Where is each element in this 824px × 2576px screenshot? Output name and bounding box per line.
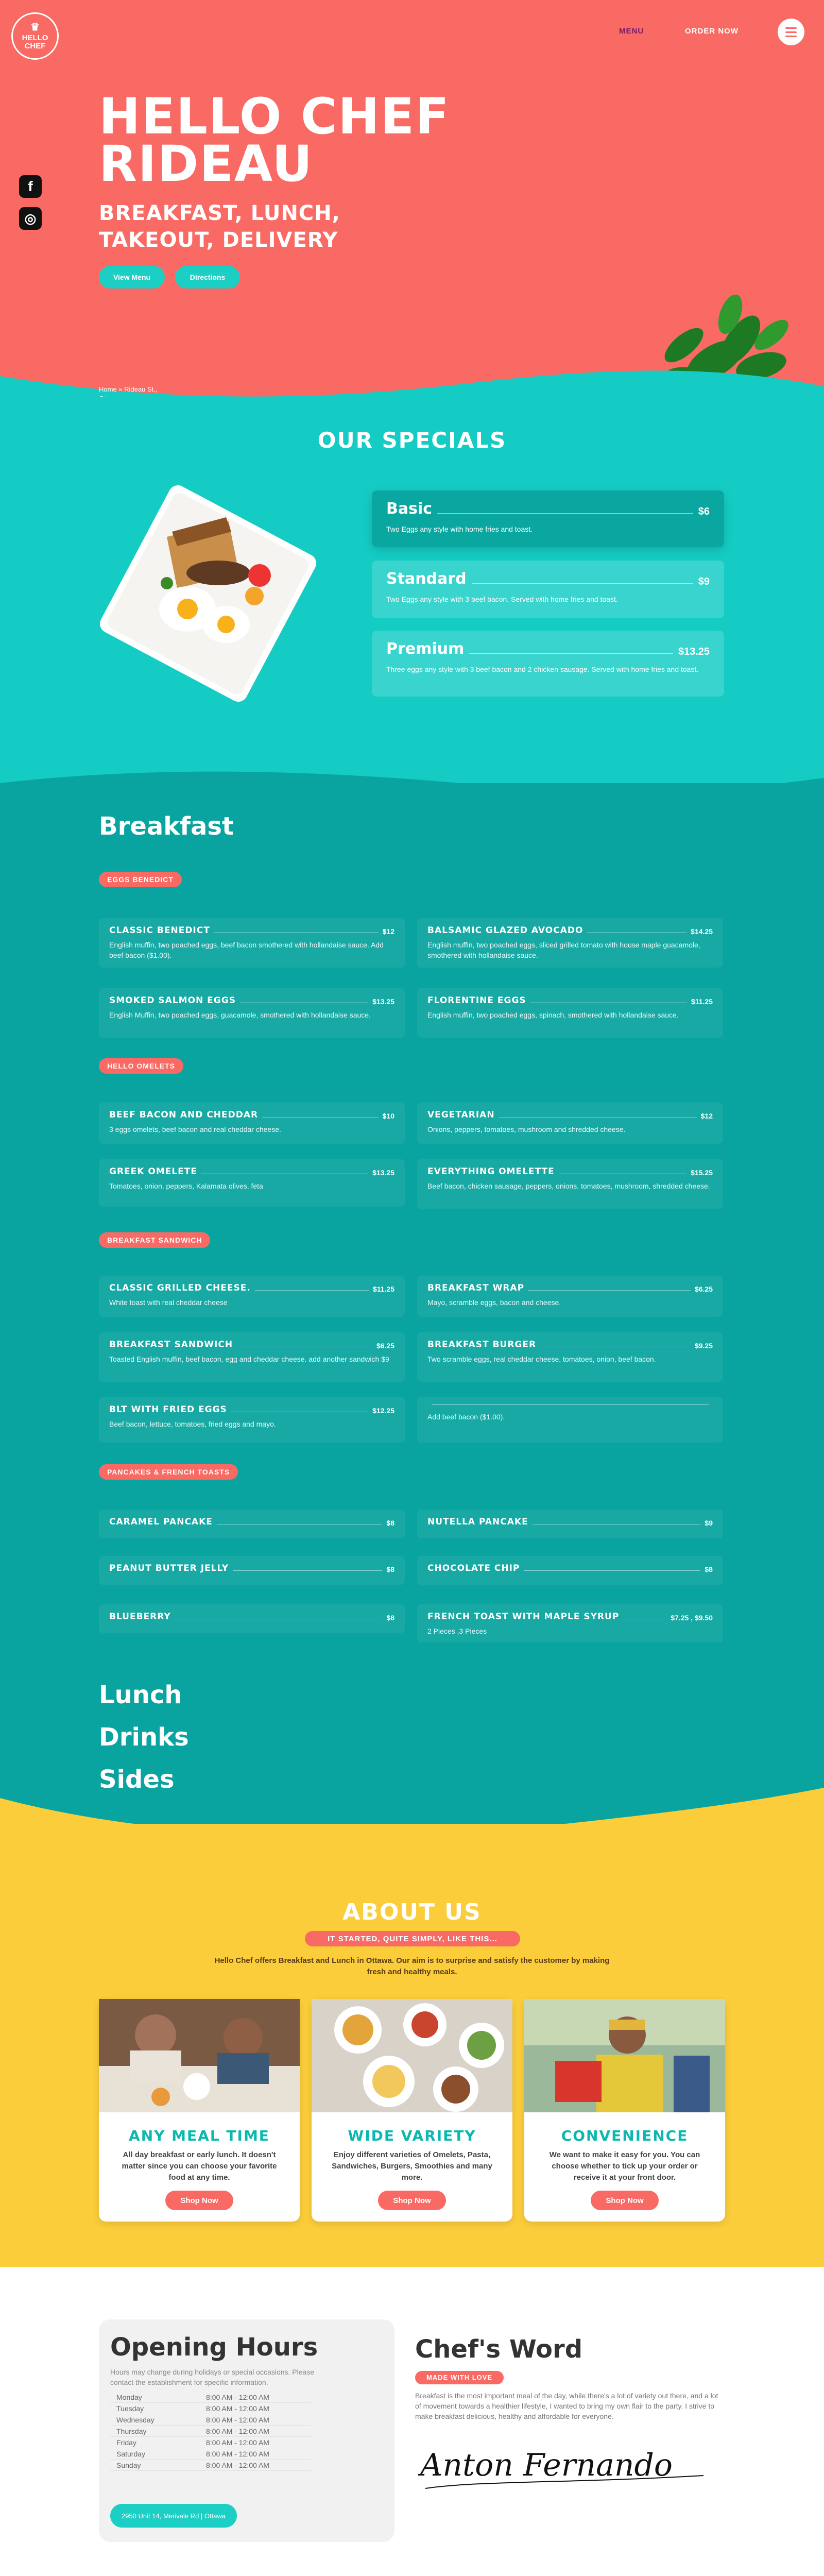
card-title: WIDE VARIETY: [348, 2127, 476, 2144]
item-description: 2 Pieces ,3 Pieces: [427, 1627, 487, 1635]
item-price: $7.25 , $9.50: [671, 1614, 713, 1622]
item-name: GREEK OMELETE: [109, 1166, 197, 1177]
hours-day: Thursday: [116, 2427, 147, 2435]
special-price: $6: [698, 506, 710, 517]
chefs-word: [415, 2335, 724, 2501]
hamburger-line: [785, 27, 797, 29]
item-name: BLT WITH FRIED EGGS: [109, 1404, 227, 1415]
item-name: CARAMEL PANCAKE: [109, 1517, 213, 1527]
hours-time: 8:00 AM - 12:00 AM: [206, 2461, 269, 2469]
hours-row: [110, 2448, 311, 2460]
special-card-standard[interactable]: [372, 561, 724, 618]
signature-text: Anton Fernando: [420, 2447, 673, 2483]
logo-text-top: HELLO: [22, 33, 48, 42]
item-description: Mayo, scramble eggs, bacon and cheese.: [427, 1298, 561, 1307]
item-description: Beef bacon, chicken sausage, peppers, onions, tomatoes, mushroom, shredded cheese.: [427, 1182, 710, 1190]
chef-hat-icon: ♛: [30, 21, 40, 33]
item-name: BREAKFAST SANDWICH: [109, 1340, 233, 1350]
shop-now-button[interactable]: Shop Now: [165, 2191, 233, 2210]
special-description: Three eggs any style with 3 beef bacon and 2 chicken sausage. Served with home fries and toast.: [386, 665, 699, 673]
item-price: $12: [382, 927, 394, 936]
hours-time: 8:00 AM - 12:00 AM: [206, 2449, 269, 2458]
chef-signature: [415, 2427, 714, 2499]
menu-item[interactable]: [417, 1556, 723, 1585]
menu-section: [0, 783, 824, 1824]
item-name: BLUEBERRY: [109, 1612, 171, 1622]
item-price: $6.25: [694, 1285, 713, 1293]
hours-note: Hours may change during holidays or special occasions. Please contact the establishment for specific information.: [110, 2368, 315, 2386]
about-text: Hello Chef offers Breakfast and Lunch in Ottawa. Our aim is to surprise and satisfy the customer by making fresh and healthy meals.: [214, 1956, 610, 1976]
card-title: CONVENIENCE: [561, 2127, 689, 2144]
about-section: [0, 1824, 824, 2267]
menu-item[interactable]: [417, 1332, 723, 1382]
price-leader: [469, 653, 673, 654]
hours-table: [110, 2392, 383, 2471]
item-description: English muffin, two poached eggs, spinach, smothered with hollandaise sauce.: [427, 1011, 679, 1019]
item-price: $8: [386, 1565, 394, 1573]
hours-day: Wednesday: [116, 2415, 154, 2424]
item-name: BEEF BACON AND CHEDDAR: [109, 1110, 259, 1120]
breadcrumb-current: » Rideau St.,: [118, 385, 158, 393]
hours-row: [110, 2437, 311, 2448]
hours-day: Monday: [116, 2393, 142, 2401]
item-name: VEGETARIAN: [427, 1110, 495, 1120]
about-title: ABOUT US: [342, 1899, 482, 1925]
hours-day: Sunday: [116, 2461, 141, 2469]
item-price: $12.25: [372, 1406, 394, 1415]
menu-tab-lunch[interactable]: Lunch: [99, 1681, 182, 1709]
chefs-word-title: Chef's Word: [415, 2335, 583, 2364]
hours-section: [0, 2267, 824, 2576]
item-description: Beef bacon, lettuce, tomatoes, fried eggs and mayo.: [109, 1420, 276, 1428]
facebook-icon[interactable]: f: [19, 175, 42, 198]
item-description: Onions, peppers, tomatoes, mushroom and shredded cheese.: [427, 1125, 626, 1133]
menu-item[interactable]: [99, 1604, 405, 1633]
special-description: Two Eggs any style with 3 beef bacon. Served with home fries and toast.: [386, 595, 618, 603]
menu-item[interactable]: [99, 1510, 405, 1538]
item-name: FRENCH TOAST WITH MAPLE SYRUP: [427, 1612, 620, 1622]
special-name: Premium: [386, 640, 465, 658]
specials-section: [0, 397, 824, 783]
hours-time: 8:00 AM - 12:00 AM: [206, 2415, 269, 2424]
chefs-word-text: Breakfast is the most important meal of the day, while there's a lot of variety out there, and a lot of movement towards a healthier lifestyle, I wanted to bring my own flair to the party. I strive to make breakfast delicious, healthy and affordable for everyone.: [415, 2392, 718, 2420]
item-price: $10: [382, 1112, 394, 1120]
item-description: English muffin, two poached eggs, sliced grilled tomato with house maple guacamole, smothered with hollandaise sauce.: [427, 941, 700, 959]
item-price: $6.25: [376, 1342, 394, 1350]
item-price: $13.25: [372, 997, 394, 1006]
about-wave-divider: [0, 1783, 824, 1844]
item-price: $14.25: [691, 927, 713, 936]
menu-item[interactable]: [417, 988, 723, 1038]
menu-item[interactable]: [417, 1276, 723, 1317]
special-name: Basic: [386, 500, 433, 518]
hours-day: Tuesday: [116, 2404, 144, 2413]
item-description: Two scramble eggs, real cheddar cheese, tomatoes, onion, beef bacon.: [427, 1355, 656, 1363]
about-card-wide-variety: [312, 1999, 512, 2222]
special-card-premium[interactable]: [372, 631, 724, 697]
item-name: FLORENTINE EGGS: [427, 995, 526, 1006]
menu-item[interactable]: [417, 1510, 723, 1538]
menu-tab-sides[interactable]: Sides: [99, 1765, 175, 1794]
menu-item[interactable]: [99, 918, 405, 968]
menu-item[interactable]: [417, 1604, 723, 1642]
hours-time: 8:00 AM - 12:00 AM: [206, 2427, 269, 2435]
menu-tab-drinks[interactable]: Drinks: [99, 1723, 189, 1752]
menu-wave-divider: [0, 762, 824, 804]
menu-item[interactable]: [99, 1397, 405, 1443]
category-pancakes: PANCAKES & FRENCH TOASTS: [99, 1464, 238, 1480]
menu-item[interactable]: [99, 1159, 405, 1207]
hamburger-line: [785, 36, 797, 37]
made-with-love-badge: MADE WITH LOVE: [415, 2371, 504, 2384]
item-price: $13.25: [372, 1168, 394, 1177]
item-name: CLASSIC GRILLED CHEESE.: [109, 1283, 251, 1293]
opening-hours-title: Opening Hours: [110, 2333, 318, 2362]
site-logo[interactable]: [11, 12, 59, 60]
opening-hours-card: [99, 2319, 394, 2542]
nav-order-link[interactable]: ORDER NOW: [685, 27, 739, 36]
item-price: $15.25: [691, 1168, 713, 1177]
special-description: Two Eggs any style with home fries and toast.: [386, 525, 533, 533]
about-card-any-meal-time: [99, 1999, 300, 2222]
category-hello-omelets: HELLO OMELETS: [99, 1058, 183, 1074]
menu-item[interactable]: [417, 918, 723, 968]
directions-button[interactable]: Directions: [175, 266, 240, 289]
hours-row: [110, 2426, 311, 2437]
item-description: 3 eggs omelets, beef bacon and real cheddar cheese.: [109, 1125, 281, 1133]
menu-item[interactable]: [99, 988, 405, 1038]
hours-time: 8:00 AM - 12:00 AM: [206, 2438, 269, 2447]
item-price: $8: [386, 1614, 394, 1622]
item-name: CHOCOLATE CHIP: [427, 1563, 520, 1573]
hours-day: Friday: [116, 2438, 136, 2447]
hours-time: 8:00 AM - 12:00 AM: [206, 2404, 269, 2413]
nav-menu-link[interactable]: MENU: [619, 27, 644, 36]
item-description: White toast with real cheddar cheese: [109, 1298, 228, 1307]
item-name: BALSAMIC GLAZED AVOCADO: [427, 925, 583, 936]
breakfast-title: Breakfast: [99, 812, 234, 841]
item-price: $12: [700, 1112, 713, 1120]
price-leader: [255, 1290, 369, 1291]
logo-text-bottom: CHEF: [24, 41, 46, 50]
price-leader: [432, 1404, 709, 1405]
specials-title: OUR SPECIALS: [317, 428, 507, 453]
item-price: $9: [705, 1519, 713, 1527]
item-description: English Muffin, two poached eggs, guacamole, smothered with hollandaise sauce.: [109, 1011, 371, 1019]
hours-row: [110, 2460, 311, 2471]
category-eggs-benedict: EGGS BENEDICT: [99, 872, 182, 887]
price-leader: [528, 1290, 691, 1291]
hours-day: Saturday: [116, 2449, 146, 2458]
item-name: EVERYTHING OMELETTE: [427, 1166, 555, 1177]
price-leader: [472, 583, 693, 584]
special-price: $13.25: [678, 646, 710, 657]
shop-now-button[interactable]: Shop Now: [378, 2191, 446, 2210]
menu-item[interactable]: [99, 1276, 405, 1317]
item-description: Add beef bacon ($1.00).: [427, 1413, 505, 1421]
special-name: Standard: [386, 570, 467, 588]
price-leader: [524, 1570, 700, 1571]
menu-item[interactable]: [417, 1159, 723, 1209]
breakfast-plate-image: [100, 485, 316, 702]
item-price: $11.25: [372, 1285, 394, 1293]
price-leader: [437, 513, 693, 514]
item-name: PEANUT BUTTER JELLY: [109, 1563, 229, 1573]
card-description: Enjoy different varieties of Omelets, Pasta, Sandwiches, Burgers, Smoothies and many more.: [332, 2150, 492, 2182]
address-button[interactable]: 2950 Unit 14, Merivale Rd | Ottawa: [110, 2504, 237, 2528]
item-price: $8: [386, 1519, 394, 1527]
menu-item[interactable]: [417, 1397, 723, 1443]
hours-row: [110, 2414, 311, 2426]
view-menu-button[interactable]: View Menu: [99, 266, 165, 289]
hours-row: [110, 2403, 311, 2414]
hero-section: [0, 0, 824, 397]
instagram-icon[interactable]: ◎: [19, 207, 42, 230]
item-name: SMOKED SALMON EGGS: [109, 995, 236, 1006]
card-description: All day breakfast or early lunch. It doesn't matter since you can choose your favorite food at any time.: [122, 2150, 277, 2182]
shop-now-button[interactable]: Shop Now: [591, 2191, 659, 2210]
hamburger-line: [785, 31, 797, 33]
menu-item[interactable]: [99, 1556, 405, 1585]
card-title: ANY MEAL TIME: [129, 2127, 270, 2144]
breadcrumb-home[interactable]: Home: [99, 385, 117, 393]
dining-photo: [99, 1999, 300, 2112]
price-leader: [233, 1570, 382, 1571]
hero-subtitle: BREAKFAST, LUNCH, TAKEOUT, DELIVERY: [99, 201, 340, 252]
item-price: $9.25: [694, 1342, 713, 1350]
hours-time: 8:00 AM - 12:00 AM: [206, 2393, 269, 2401]
about-card-convenience: [524, 1999, 725, 2222]
item-name: BREAKFAST BURGER: [427, 1340, 537, 1350]
menu-item[interactable]: [417, 1103, 723, 1144]
special-card-basic[interactable]: [372, 490, 724, 547]
food-variety-photo: [312, 1999, 512, 2112]
item-description: English muffin, two poached eggs, beef bacon smothered with hollandaise sauce. Add beef bacon ($1.00).: [109, 941, 384, 959]
item-name: BREAKFAST WRAP: [427, 1283, 525, 1293]
item-price: $11.25: [691, 997, 713, 1006]
delivery-photo: [524, 1999, 725, 2112]
menu-item[interactable]: [99, 1332, 405, 1382]
item-description: Tomatoes, onion, peppers, Kalamata olives, feta: [109, 1182, 263, 1190]
item-name: CLASSIC BENEDICT: [109, 925, 210, 936]
item-description: Toasted English muffin, beef bacon, egg and cheddar cheese. add another sandwich $9: [109, 1355, 389, 1363]
hero-title: HELLO CHEF RIDEAU: [99, 88, 450, 193]
item-price: $8: [705, 1565, 713, 1573]
special-price: $9: [698, 576, 710, 587]
hamburger-menu-button[interactable]: [778, 19, 804, 45]
menu-item[interactable]: [99, 1103, 405, 1144]
about-badge: IT STARTED, QUITE SIMPLY, LIKE THIS...: [305, 1931, 520, 1946]
card-description: We want to make it easy for you. You can choose whether to tick up your order or receive it at your front door.: [549, 2150, 700, 2182]
category-breakfast-sandwich: BREAKFAST SANDWICH: [99, 1232, 210, 1248]
item-name: NUTELLA PANCAKE: [427, 1517, 528, 1527]
hours-row: [110, 2392, 311, 2403]
